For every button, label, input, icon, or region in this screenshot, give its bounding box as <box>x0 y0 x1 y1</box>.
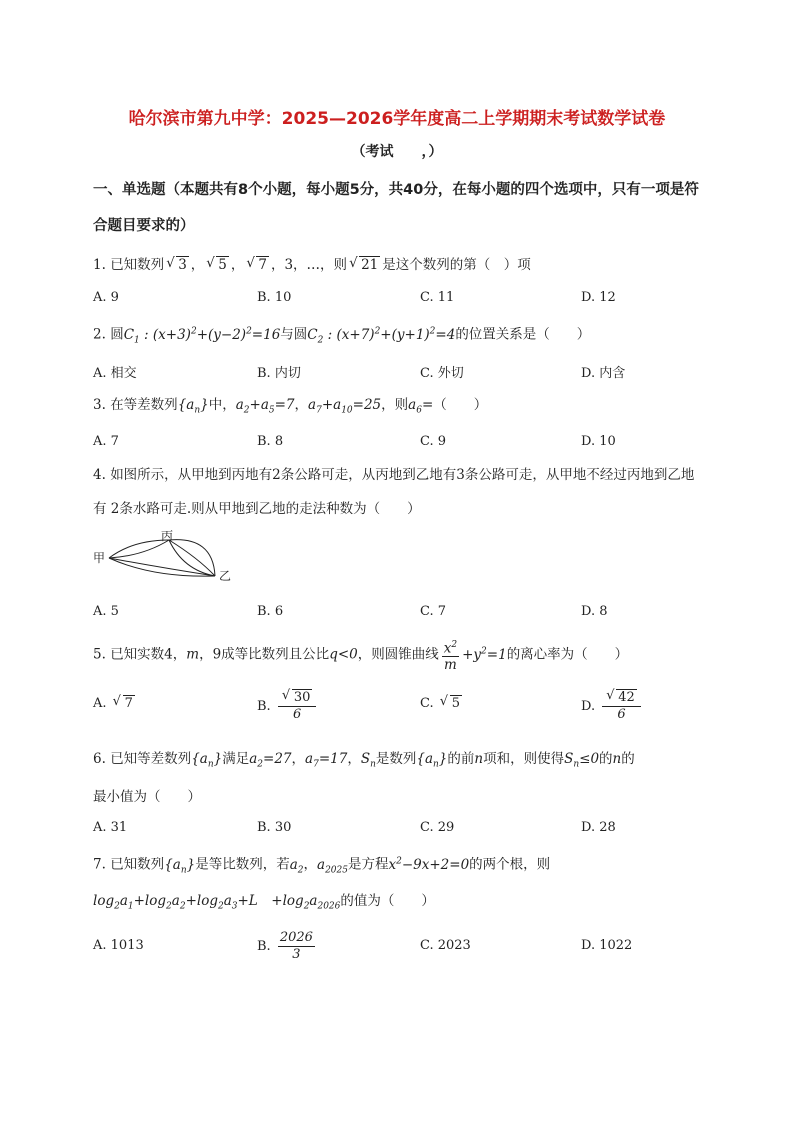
math-expr: $+y^2=1$ <box>462 646 507 663</box>
options-7 <box>93 930 703 972</box>
option-d[interactable]: D. 12 <box>581 290 616 305</box>
question-number: 5. <box>93 646 106 663</box>
question-text: 的 <box>599 751 613 767</box>
math-expr: √ 5 <box>206 248 229 282</box>
exam-title: 哈尔滨市第九中学：2025—2026学年度高二上学期期末考试数学试卷 <box>128 109 666 129</box>
question-1: 1. 已知数列√ 3 ，√ 5 ，√ 7 ，3，…，则√ 21 是这个数列的第（ ）项 <box>93 248 703 282</box>
question-text: 是等比数列，若 <box>195 856 290 873</box>
math-expr: $x^2-9x+2=0$ <box>388 856 470 873</box>
math-expr: $a_6=$ <box>408 397 434 416</box>
math-expr: $a_2=27$ <box>249 751 292 770</box>
question-3: 3. 在等差数列$\{a_n\}$中，$a_2+a_5=7$，$a_7+a_{10}=25$，则$a_6=$（ ） <box>93 397 488 416</box>
label-mid: 丙 <box>161 529 174 543</box>
route-diagram <box>93 528 243 588</box>
option-c[interactable]: C. 11 <box>420 290 455 305</box>
question-4 <box>93 458 703 526</box>
road-a-c-2 <box>109 540 169 558</box>
math-expr: n <box>612 751 622 767</box>
question-text: 的前 <box>447 751 475 767</box>
option-a[interactable]: A. 31 <box>93 820 128 835</box>
label-end: 乙 <box>219 569 232 583</box>
option-d[interactable]: D. 28 <box>581 820 616 835</box>
math-expr: q<0 <box>329 646 358 663</box>
options-4 <box>93 604 703 632</box>
math-expr: $a_7+a_{10}=25$ <box>308 397 382 416</box>
option-b[interactable]: B. 10 <box>257 290 292 305</box>
option-b[interactable]: B. √ $\frac{30}{6}$ <box>257 690 319 723</box>
question-text: 项和，则使得 <box>483 751 565 767</box>
math-expr: $\{a_n\}$ <box>177 397 209 416</box>
question-2 <box>93 314 703 357</box>
options-2 <box>93 362 703 390</box>
option-d[interactable]: D. 内含 <box>581 366 626 381</box>
math-expr: $a_7=17$ <box>305 751 348 770</box>
road-c-b-3 <box>169 540 215 576</box>
math-fraction: $\frac{x^2}{m}$ <box>442 637 459 674</box>
question-text: ，则圆锥曲线 <box>357 646 439 663</box>
options-5 <box>93 690 703 730</box>
math-expr: $S_n\le 0$ <box>564 751 600 770</box>
option-d[interactable]: D. √ $\frac{42}{6}$ <box>581 690 644 723</box>
option-d[interactable]: D. 8 <box>581 604 608 619</box>
question-7: 7. 已知数列$\{a_n\}$是等比数列，若$a_2$，$a_{2025}$是方程$x^2-9x+2=0$的两个根，则 <box>93 856 551 876</box>
option-c[interactable]: C. 外切 <box>420 366 464 381</box>
math-expr: n <box>474 751 484 767</box>
question-text: 与圆 <box>280 326 308 343</box>
option-d[interactable]: D. 10 <box>581 434 616 449</box>
question-number: 3. <box>93 397 106 413</box>
question-text: 的位置关系是（ ） <box>455 326 591 343</box>
math-expr: √ 3 <box>166 248 189 282</box>
option-a[interactable]: A. 相交 <box>93 366 137 381</box>
road-a-c-1 <box>109 540 169 558</box>
question-text: 已知等差数列 <box>110 751 192 767</box>
option-c[interactable]: C. √ 5 <box>420 696 464 711</box>
question-number: 4. <box>93 467 106 483</box>
math-expr: √ 21 <box>349 248 380 282</box>
question-7-line2 <box>93 884 703 924</box>
question-text: 是这个数列的第（ ）项 <box>382 257 531 273</box>
question-number: 1. <box>93 257 106 273</box>
question-number: 2. <box>93 326 106 343</box>
option-c[interactable]: C. 9 <box>420 434 447 449</box>
question-text: 圆 <box>110 326 124 343</box>
option-c[interactable]: C. 29 <box>420 820 455 835</box>
exam-subtitle: （考试 ，） <box>351 144 443 160</box>
road-c-b-2 <box>169 540 215 576</box>
option-a[interactable]: A. √ 7 <box>93 696 137 711</box>
math-expr: $a_{2025}$ <box>317 856 348 876</box>
question-number: 6. <box>93 751 106 767</box>
math-expr: $\{a_n\}$ <box>191 751 223 770</box>
question-text: 已知数列 <box>110 257 165 273</box>
question-text: 满足 <box>222 751 250 767</box>
math-expr: $\log_2a_1+\log_2a_2+\log_2a_3+L$ $+\log_2a_{2026}$ <box>93 893 341 912</box>
math-expr: √ 7 <box>246 248 269 282</box>
question-text: 的 <box>621 751 635 767</box>
option-d[interactable]: D. 1022 <box>581 938 633 953</box>
question-text: 的两个根，则 <box>469 856 551 873</box>
question-6-line2: 最小值为（ ） <box>93 789 201 805</box>
question-text: ，9成等比数列且公比 <box>199 646 330 663</box>
math-expr: $\{a_n\}$ <box>164 856 196 876</box>
option-b[interactable]: B. 内切 <box>257 366 301 381</box>
question-text: 如图所示，从甲地到丙地有2条公路可走，从丙地到乙地有3条公路可走，从甲地不经过丙地到乙地有 2条水路可走.则从甲地到乙地的走法种数为（ ） <box>93 467 695 517</box>
question-5 <box>93 634 703 673</box>
question-number: 7. <box>93 856 106 873</box>
option-c[interactable]: C. 7 <box>420 604 447 619</box>
option-b[interactable]: B. 6 <box>257 604 284 619</box>
math-expr: $a_2+a_5=7$ <box>235 397 295 416</box>
option-a[interactable]: A. 9 <box>93 290 119 305</box>
option-a[interactable]: A. 1013 <box>93 938 144 953</box>
math-expr: $C_2$ : $(x+7)^2+(y+1)^2=4$ <box>307 326 456 346</box>
question-text: 的离心率为（ ） <box>506 646 629 663</box>
math-expr: $\{a_n\}$ <box>416 751 448 770</box>
math-expr: $C_1$ : $(x+3)^2+(y-2)^2=16$ <box>123 326 281 346</box>
question-text: 是数列 <box>375 751 417 767</box>
option-b[interactable]: B. 8 <box>257 434 284 449</box>
math-expr: m <box>186 646 200 663</box>
question-text: 是方程 <box>347 856 389 873</box>
section-heading: 一、单选题（本题共有8个小题，每小题5分，共40分，在每小题的四个选项中，只有一项是符合题目要求的） <box>93 182 699 234</box>
question-text: 已知实数4， <box>110 646 187 663</box>
option-b[interactable]: B. $\frac{2026}{3}$ <box>257 930 313 962</box>
option-a[interactable]: A. 5 <box>93 604 119 619</box>
math-expr: $S_n$ <box>360 751 376 770</box>
question-6: 6. 已知等差数列$\{a_n\}$满足$a_2=27$，$a_7=17$，$S_n$是数列$\{a_n\}$的前n项和，则使得$S_n\le 0$的n的 <box>93 751 635 770</box>
label-start: 甲 <box>93 551 106 565</box>
math-expr: $a_2$ <box>289 856 304 876</box>
question-text: 已知数列 <box>110 856 165 873</box>
option-c[interactable]: C. 2023 <box>420 938 471 953</box>
road-c-b-1 <box>169 540 215 576</box>
question-text: ，则 <box>381 397 409 413</box>
option-b[interactable]: B. 30 <box>257 820 292 835</box>
question-text: 的值为（ ） <box>340 893 435 909</box>
question-text: 中， <box>208 397 236 413</box>
question-text: 在等差数列 <box>110 397 178 413</box>
option-a[interactable]: A. 7 <box>93 434 119 449</box>
